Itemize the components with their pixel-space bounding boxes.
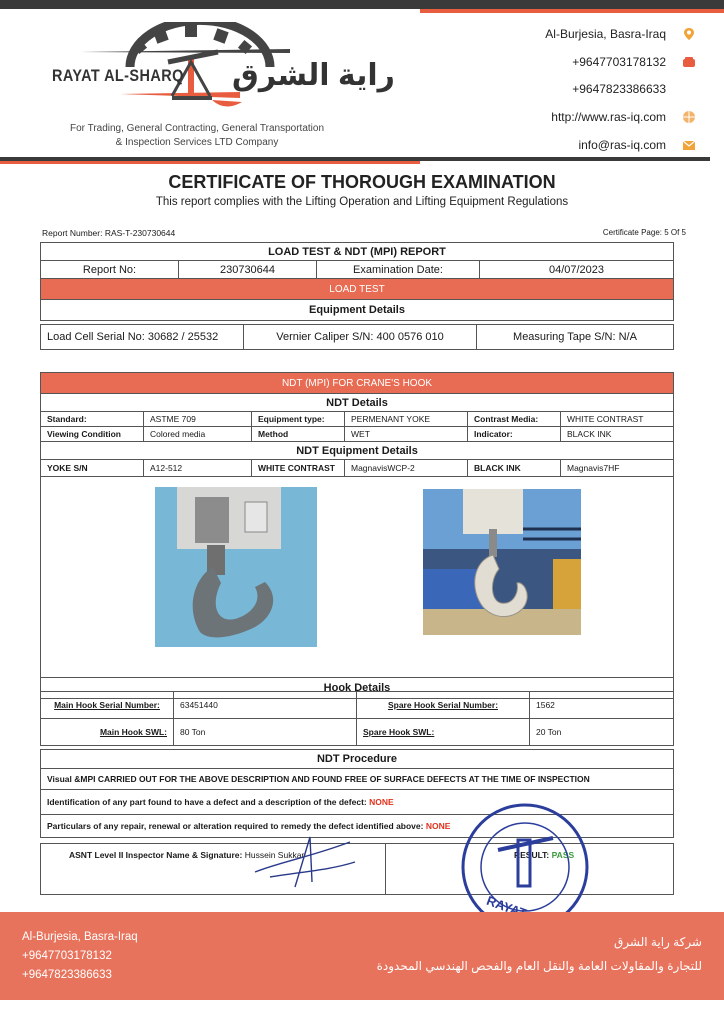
defect-value: NONE (369, 797, 394, 807)
yoke-value: A12-512 (144, 460, 252, 477)
header-address: Al-Burjesia, Basra-Iraq (545, 27, 666, 41)
yoke-label: YOKE S/N (41, 460, 144, 477)
footer-contact (22, 928, 138, 985)
inspector-label: ASNT Level II Inspector Name & Signature: (69, 850, 243, 860)
report-heading: LOAD TEST & NDT (MPI) REPORT (41, 243, 674, 261)
standard-label: Standard: (41, 412, 144, 427)
header-divider-accent (0, 161, 420, 164)
ndt-details-heading: NDT Details (41, 394, 674, 412)
indicator-value: BLACK INK (561, 427, 674, 442)
equipment-details-heading: Equipment Details (41, 300, 674, 321)
result-value: PASS (551, 850, 575, 860)
header-email[interactable]: info@ras-iq.com (578, 138, 666, 152)
spare-hook-swl-value: 20 Ton (530, 719, 674, 746)
vernier-caliper-serial: Vernier Caliper S/N: 400 0576 010 (244, 325, 477, 350)
certificate-page: Certificate Page: 5 Of 5 (602, 228, 686, 237)
method-label: Method (252, 427, 345, 442)
viewing-condition-label: Viewing Condition (41, 427, 144, 442)
hook-photo-2 (423, 489, 581, 635)
report-number: Report Number: RAS-T-230730644 (42, 228, 176, 238)
black-ink-value: Magnavis7HF (561, 460, 674, 477)
location-pin-icon (682, 27, 696, 41)
ndt-procedure-heading: NDT Procedure (41, 750, 674, 769)
result-label: RESULT: (514, 850, 550, 860)
footer-company-arabic: شركة راية الشرق (613, 935, 702, 949)
exam-date-label: Examination Date: (317, 261, 480, 279)
load-cell-serial: Load Cell Serial No: 30682 / 25532 (41, 325, 244, 350)
contrast-media-label: Contrast Media: (468, 412, 561, 427)
load-test-table (40, 242, 674, 321)
footer-arabic (377, 930, 702, 978)
exam-date-value: 04/07/2023 (480, 261, 674, 279)
header-website[interactable]: http://www.ras-iq.com (551, 110, 666, 124)
method-value: WET (345, 427, 468, 442)
equipment-type-label: Equipment type: (252, 412, 345, 427)
load-test-band: LOAD TEST (41, 279, 674, 300)
footer-address: Al-Burjesia, Basra-Iraq (22, 931, 138, 943)
report-no-value: 230730644 (179, 261, 317, 279)
ndt-table (40, 372, 674, 699)
spare-hook-serial-value: 1562 (530, 692, 674, 719)
certificate-subtitle: This report complies with the Lifting Operation and Lifting Equipment Regulations (155, 196, 569, 208)
footer-phone-2: +9647823386633 (22, 969, 112, 981)
footer-phone-1: +9647703178132 (22, 950, 112, 962)
contrast-media-value: WHITE CONTRAST (561, 412, 674, 427)
viewing-condition-value: Colored media (144, 427, 252, 442)
ndt-band: NDT (MPI) FOR CRANE'S HOOK (41, 373, 674, 394)
tagline-line-1: For Trading, General Contracting, General Transportation (69, 123, 325, 134)
procedure-statement: Visual &MPI CARRIED OUT FOR THE ABOVE DESCRIPTION AND FOUND FREE OF SURFACE DEFECTS AT THE TIME OF INSPECTION (41, 769, 674, 790)
company-tagline (52, 122, 342, 150)
header-phone-1: +9647703178132 (572, 55, 666, 69)
equipment-type-value: PERMENANT YOKE (345, 412, 468, 427)
spare-hook-swl-label: Spare Hook SWL: (357, 719, 530, 746)
footer-services-arabic: للتجارة والمقاولات العامة والنقل العام والفحص الهندسي المحدودة (376, 959, 702, 973)
main-hook-serial-label: Main Hook Serial Number: (41, 692, 174, 719)
hook-photo-1 (155, 487, 317, 647)
header-phone-2: +9647823386633 (572, 82, 666, 96)
repair-label: Particulars of any repair, renewal or alteration required to remedy the defect identified above: (47, 821, 424, 831)
photos-cell (41, 477, 674, 678)
black-ink-label: BLACK INK (468, 460, 561, 477)
main-hook-swl-value: 80 Ton (174, 719, 357, 746)
defect-label: Identification of any part found to have a defect and a description of the defect: (47, 797, 367, 807)
equipment-serials-table (40, 324, 674, 350)
phone-icon (682, 55, 696, 69)
header-accent-bar (420, 9, 724, 13)
logo-english-text: RAYAT AL-SHARQ (52, 66, 184, 85)
measuring-tape-serial: Measuring Tape S/N: N/A (477, 325, 674, 350)
globe-icon (682, 110, 696, 124)
certificate-title: CERTIFICATE OF THOROUGH EXAMINATION (168, 172, 556, 192)
white-contrast-value: MagnavisWCP-2 (345, 460, 468, 477)
header-top-bar (0, 0, 724, 9)
standard-value: ASTME 709 (144, 412, 252, 427)
main-hook-serial-value: 63451440 (174, 692, 357, 719)
indicator-label: Indicator: (468, 427, 561, 442)
repair-value: NONE (425, 821, 451, 831)
ndt-equipment-heading: NDT Equipment Details (41, 442, 674, 460)
report-no-label: Report No: (41, 261, 179, 279)
spare-hook-serial-label: Spare Hook Serial Number: (357, 692, 530, 719)
mail-icon (682, 138, 696, 152)
white-contrast-label: WHITE CONTRAST (252, 460, 345, 477)
main-hook-swl-label: Main Hook SWL: (41, 719, 174, 746)
inspector-signature (250, 832, 360, 892)
hook-details-heading: Hook Details (41, 678, 674, 699)
inspector-name: Hussein Sukkar (244, 850, 305, 860)
tagline-line-2: & Inspection Services LTD Company (115, 137, 279, 148)
hook-details-table (40, 691, 674, 746)
logo-arabic-text: راية الشرق (232, 59, 395, 92)
